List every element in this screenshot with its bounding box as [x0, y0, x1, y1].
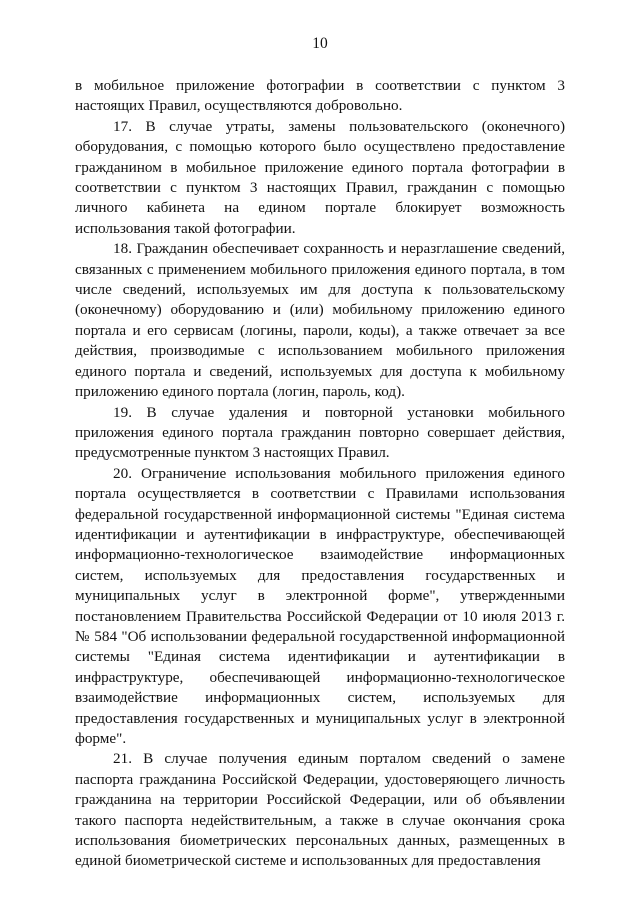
page-number: 10 [312, 35, 328, 52]
document-body [75, 76, 565, 872]
paragraph-continuation: в мобильное приложение фотографии в соответствии с пунктом 3 настоящих Правил, осуществляются добровольно. [75, 77, 565, 115]
paragraph-19: 19. В случае удаления и повторной установки мобильного приложения единого портала гражданин повторно совершает действия, предусмотренные пунктом 3 настоящих Правил. [75, 403, 565, 462]
paragraph-18: 18. Гражданин обеспечивает сохранность и неразглашение сведений, связанных с применением мобильного приложения единого портала, в том числе сведений, используемых им для доступа к пользовательскому (оконечному) оборудованию и (или) мобильному приложению единого портала и его сервисам (логины, пароли, коды), а также отвечает за все действия, производимые с использованием мобильного приложения единого портала и сведений, используемых для доступа к мобильному приложению единого портала (логин, пароль, код). [75, 240, 565, 401]
paragraph-20: 20. Ограничение использования мобильного приложения единого портала осуществляется в соответствии с Правилами использования федеральной государственной информационной системы "Единая система идентификации и аутентификации в инфраструктуре, обеспечивающей информационно-технологическое взаимодействие информационных систем, используемых для предоставления государственных и муниципальных услуг в электронной форме", утвержденными постановлением Правительства Российской Федерации от 10 июля 2013 г. № 584 "Об использовании федеральной государственной информационной системы "Единая система идентификации и аутентификации в инфраструктуре, обеспечивающей информационно-технологическое взаимодействие информационных систем, используемых для предоставления государственных и муниципальных услуг в электронной форме". [75, 464, 565, 747]
paragraph-21: 21. В случае получения единым порталом сведений о замене паспорта гражданина Российской Федерации, удостоверяющего личность гражданина на территории Российской Федерации, или об объявлении такого паспорта недействительным, а также в случае окончания срока использования биометрических персональных данных, размещенных в единой биометрической системе и использованных для предоставления [75, 750, 565, 870]
paragraph-17: 17. В случае утраты, замены пользовательского (оконечного) оборудования, с помощью которого было осуществлено предоставление гражданином в мобильное приложение единого портала фотографии в соответствии с пунктом 3 настоящих Правил, гражданин с помощью личного кабинета на едином портале блокирует возможность использования такой фотографии. [75, 117, 565, 237]
